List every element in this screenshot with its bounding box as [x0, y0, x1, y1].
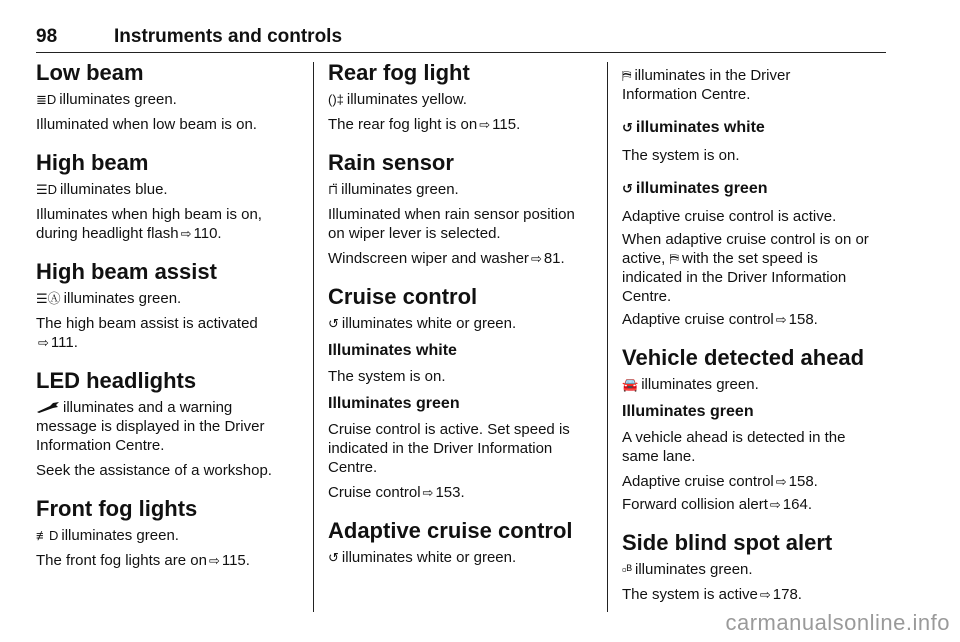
high-beam-assist-icon: ☰Ⓐ	[36, 291, 61, 306]
section-heading: Cruise control	[328, 284, 478, 309]
column-divider	[313, 62, 314, 612]
text: Information Centre.	[622, 86, 751, 103]
text: Information Centre.	[36, 437, 165, 454]
text: Adaptive cruise control	[622, 311, 774, 328]
text: A vehicle ahead is detected in the	[622, 429, 846, 446]
text: The high beam assist is activated	[36, 315, 258, 332]
column-3	[622, 60, 890, 604]
high-beam-icon: ☰D	[36, 182, 58, 197]
column-2	[328, 60, 596, 567]
text: Cruise control is active. Set speed is	[328, 421, 570, 438]
text: illuminates green.	[641, 376, 759, 393]
text: illuminates green.	[341, 181, 459, 198]
column-divider	[607, 62, 608, 612]
text: illuminates green.	[63, 290, 182, 307]
text: illuminates white or green.	[341, 549, 517, 566]
page-ref[interactable]: 153.	[435, 484, 465, 501]
page-title: Instruments and controls	[114, 26, 343, 47]
text: Illuminates when high beam is on,	[36, 206, 262, 223]
page-ref[interactable]: 111.	[50, 334, 78, 351]
cruise-control-icon: ↺	[622, 120, 633, 135]
page-ref-arrow-icon: ⇨	[759, 587, 771, 602]
page-ref[interactable]: 110.	[193, 225, 222, 242]
page-ref-arrow-icon: ⇨	[775, 474, 787, 489]
page-ref-arrow-icon: ⇨	[530, 251, 542, 266]
text: illuminates and a warning	[63, 399, 233, 416]
text: active,	[622, 250, 666, 267]
text: Illuminated when low beam is on.	[36, 116, 257, 133]
subheading: illuminates green	[635, 180, 768, 197]
page-header	[36, 24, 886, 53]
text: The front fog lights are on	[36, 552, 207, 569]
text: on wiper lever is selected.	[328, 225, 501, 242]
page-number: 98	[36, 26, 58, 47]
rain-sensor-icon: ⊓̈	[328, 182, 339, 197]
watermark: carmanualsonline.info	[725, 610, 950, 635]
section-heading: Front fog lights	[36, 496, 198, 521]
page-ref-arrow-icon: ⇨	[775, 312, 787, 327]
page-ref[interactable]: 158.	[788, 311, 818, 328]
text: Adaptive cruise control	[622, 473, 774, 490]
text: indicated in the Driver Information	[328, 440, 553, 457]
text: with the set speed is	[681, 250, 818, 267]
text: The rear fog light is on	[328, 116, 478, 133]
text: Cruise control	[328, 484, 421, 501]
text: illuminates white or green.	[341, 315, 517, 332]
section-heading: High beam assist	[36, 259, 217, 284]
section-heading: Rain sensor	[328, 150, 454, 175]
text: illuminates in the Driver	[634, 67, 791, 84]
speed-limiter-icon: ⛿	[622, 68, 632, 83]
text: Forward collision alert	[622, 496, 768, 513]
text: illuminates blue.	[60, 181, 168, 198]
page-ref-arrow-icon: ⇨	[180, 226, 192, 241]
vehicle-icon: 🚘	[622, 377, 639, 392]
text: illuminates green.	[61, 527, 179, 544]
section-heading: Rear fog light	[328, 60, 470, 85]
column-1	[36, 60, 298, 570]
text: Windscreen wiper and washer	[328, 250, 529, 267]
text: The system is on.	[622, 147, 740, 164]
text: When adaptive cruise control is on or	[622, 231, 869, 248]
section-heading: Side blind spot alert	[622, 530, 833, 555]
cruise-control-icon: ↺	[622, 181, 633, 196]
page-ref[interactable]: 178.	[772, 586, 802, 603]
text: during headlight flash	[36, 225, 179, 242]
text: Centre.	[622, 288, 672, 305]
page-ref[interactable]: 115.	[221, 552, 250, 569]
page-ref-arrow-icon: ⇨	[479, 117, 491, 132]
section-heading: Low beam	[36, 60, 144, 85]
text: same lane.	[622, 448, 696, 465]
text: message is displayed in the Driver	[36, 418, 265, 435]
page-ref[interactable]: 164.	[782, 496, 812, 513]
section-heading: High beam	[36, 150, 149, 175]
section-heading: LED headlights	[36, 368, 197, 393]
section-heading: Vehicle detected ahead	[622, 345, 865, 370]
speed-limiter-icon: ⛿	[669, 251, 679, 266]
text: Seek the assistance of a workshop.	[36, 462, 272, 479]
text: Centre.	[328, 459, 378, 476]
subheading: Illuminates green	[328, 395, 460, 412]
text: illuminates green.	[635, 561, 753, 578]
cruise-control-icon: ↺	[328, 316, 339, 331]
low-beam-icon: ≣D	[36, 92, 57, 107]
subheading: Illuminates green	[622, 403, 754, 420]
cruise-control-icon: ↺	[328, 550, 339, 565]
subheading: Illuminates white	[328, 342, 457, 359]
blind-spot-icon: ▫ᴮ	[622, 562, 632, 577]
page-ref[interactable]: 81.	[543, 250, 565, 267]
page-ref[interactable]: 115.	[492, 116, 521, 133]
text: Illuminated when rain sensor position	[328, 206, 575, 223]
text: The system is active	[622, 586, 758, 603]
page-ref-arrow-icon: ⇨	[769, 497, 781, 512]
text: The system is on.	[328, 368, 446, 385]
text: Adaptive cruise control is active.	[622, 208, 837, 225]
page-ref[interactable]: 158.	[788, 473, 818, 490]
text: illuminates yellow.	[346, 91, 467, 108]
page-ref-arrow-icon: ⇨	[38, 335, 49, 350]
page-ref-arrow-icon: ⇨	[422, 485, 434, 500]
text: indicated in the Driver Information	[622, 269, 847, 286]
section-heading: Adaptive cruise control	[328, 518, 573, 543]
front-fog-icon: ≢D	[36, 528, 59, 543]
page-ref-arrow-icon: ⇨	[208, 553, 220, 568]
subheading: illuminates white	[635, 119, 765, 136]
wrench-icon	[36, 401, 60, 413]
text: illuminates green.	[59, 91, 177, 108]
rear-fog-icon: ()‡	[328, 92, 344, 107]
